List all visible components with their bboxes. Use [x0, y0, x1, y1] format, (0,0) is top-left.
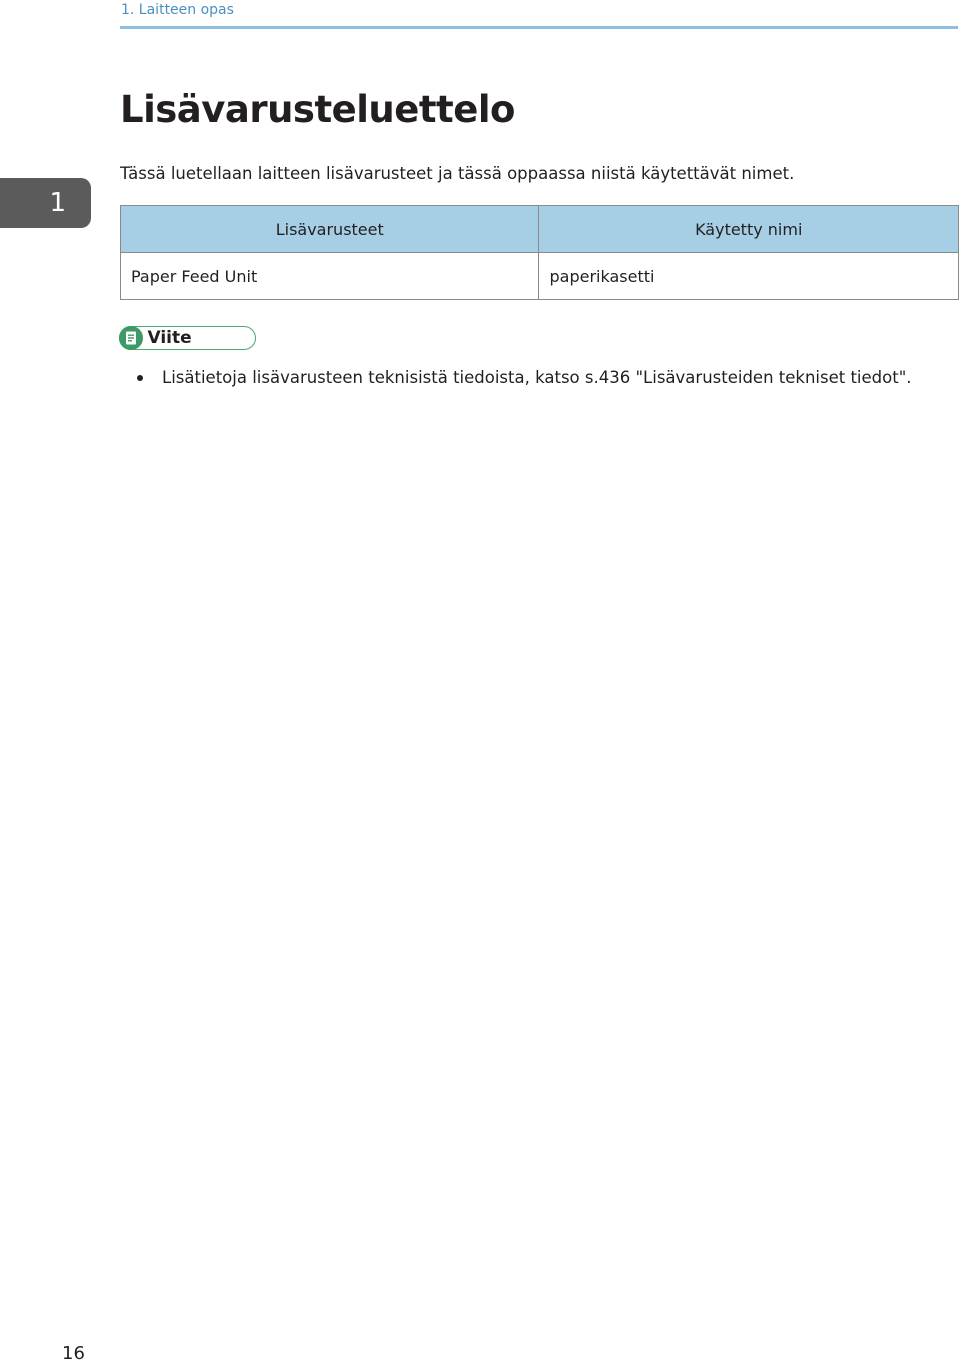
page-number: 16: [62, 1343, 85, 1364]
intro-paragraph: Tässä luetellaan laitteen lisävarusteet ja tässä oppaassa niistä käytettävät nimet.: [120, 164, 795, 183]
used-name-cell: paperikasetti: [539, 253, 959, 300]
accessories-table: [120, 205, 959, 300]
note-item-text: Lisätietoja lisävarusteen teknisistä tiedoista, katso s.436 "Lisävarusteiden tekniset tiedot".: [162, 368, 912, 387]
accessory-cell: Paper Feed Unit: [121, 253, 539, 300]
column-header-used-name: Käytetty nimi: [539, 206, 959, 253]
bullet-icon: [137, 375, 143, 381]
list-item: [137, 368, 912, 387]
running-header: 1. Laitteen opas: [121, 2, 234, 18]
page-title: Lisävarusteluettelo: [120, 88, 515, 131]
note-list: [137, 368, 912, 387]
note-icon: [119, 326, 143, 350]
header-rule: [120, 26, 958, 29]
chapter-tab: 1: [0, 178, 91, 228]
table-header-row: [121, 206, 959, 253]
column-header-accessories: Lisävarusteet: [121, 206, 539, 253]
note-label-text: Viite: [147, 328, 192, 348]
table-row: [121, 253, 959, 300]
note-label: [119, 326, 256, 350]
